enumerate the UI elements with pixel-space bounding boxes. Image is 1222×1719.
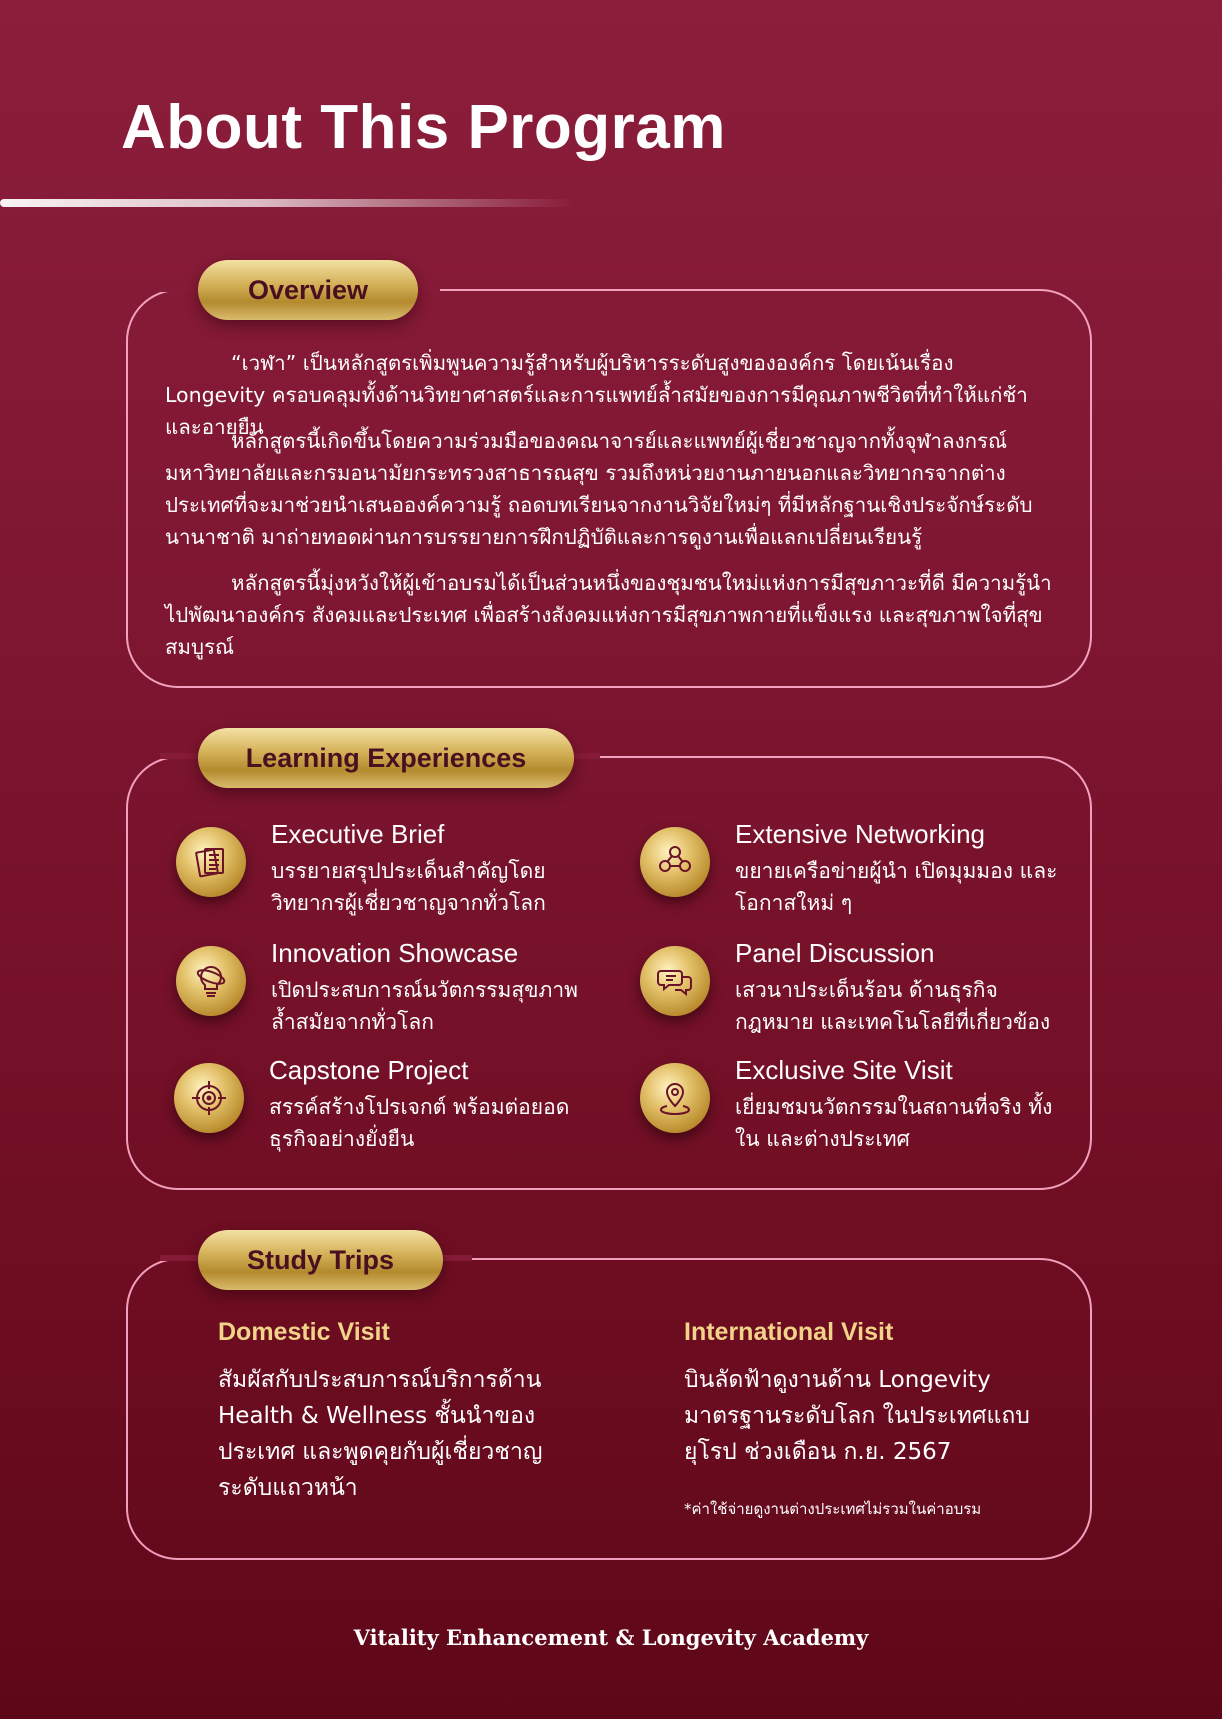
location-pin-icon [640,1063,710,1133]
learning-item-title: Extensive Networking [735,819,985,849]
learning-experiences-heading: Learning Experiences [198,728,574,788]
domestic-visit-desc: สัมผัสกับประสบการณ์บริการด้าน Health & Wellness ชั้นนำของประเทศ และพูดคุยกับผู้เชี่ยวชาญระดับแถวหน้า [218,1367,543,1501]
learning-item-title: Panel Discussion [735,938,935,968]
learning-item-desc: เสวนาประเด็นร้อน ด้านธุรกิจ กฎหมาย และเทคโนโลยีที่เกี่ยวข้อง [735,978,1051,1034]
learning-item-title: Exclusive Site Visit [735,1055,953,1085]
documents-icon [176,827,246,897]
learning-item-desc: บรรยายสรุปประเด็นสำคัญโดยวิทยากรผู้เชี่ยวชาญจากทั่วโลก [271,859,546,915]
lightbulb-icon [176,946,246,1016]
learning-item-desc: เปิดประสบการณ์นวัตกรรมสุขภาพล้ำสมัยจากทั่วโลก [271,978,579,1034]
overview-paragraph-1: “เวฬา” เป็นหลักสูตรเพิ่มพูนความรู้สำหรับผู้บริหารระดับสูงขององค์กร โดยเน้นเรื่อง Longevity ครอบคลุมทั้งด้านวิทยาศาสตร์และการแพทย์ล้ำสมัยของการมีคุณภาพชีวิตที่ทำให้แก่ช้าและอายุยืน [165,351,1028,439]
title-underline [0,199,575,207]
international-visit-heading: International Visit [684,1318,894,1346]
international-visit-note: *ค่าใช้จ่ายดูงานต่างประเทศไม่รวมในค่าอบรม [684,1500,982,1518]
overview-paragraph-2: หลักสูตรนี้เกิดขึ้นโดยความร่วมมือของคณาจารย์และแพทย์ผู้เชี่ยวชาญจากทั้งจุฬาลงกรณ์มหาวิทยาลัยและกรมอนามัยกระทรวงสาธารณสุข รวมถึงหน่วยงานภายนอกและวิทยากรจากต่างประเทศที่จะมาช่วยนำเสนอองค์ความรู้ ถอดบทเรียนจากงานวิจัยใหม่ๆ ที่มีหลักฐานเชิงประจักษ์ระดับนานาชาติ มาถ่ายทอดผ่านการบรรยายการฝึกปฏิบัติและการดูงานเพื่อแลกเปลี่ยนเรียนรู้ [165,429,1033,549]
target-icon [174,1063,244,1133]
overview-heading: Overview [198,260,418,320]
page-title: About This Program [121,93,726,162]
footer-academy-name: Vitality Enhancement & Longevity Academy [353,1625,869,1650]
learning-item-title: Executive Brief [271,819,445,849]
learning-item-title: Capstone Project [269,1055,469,1085]
learning-item-desc: ขยายเครือข่ายผู้นำ เปิดมุมมอง และโอกาสใหม่ ๆ [735,859,1058,915]
learning-item-desc: สรรค์สร้างโปรเจกต์ พร้อมต่อยอดธุรกิจอย่างยั่งยืน [269,1095,570,1151]
learning-item-desc: เยี่ยมชมนวัตกรรมในสถานที่จริง ทั้งใน และต่างประเทศ [735,1095,1053,1151]
study-trips-heading: Study Trips [198,1230,443,1290]
overview-paragraph-3: หลักสูตรนี้มุ่งหวังให้ผู้เข้าอบรมได้เป็นส่วนหนึ่งของชุมชนใหม่แห่งการมีสุขภาวะที่ดี มีความรู้นำไปพัฒนาองค์กร สังคมและประเทศ เพื่อสร้างสังคมแห่งการมีสุขภาพกายที่แข็งแรง และสุขภาพใจที่สุขสมบูรณ์ [165,571,1052,659]
network-icon [640,827,710,897]
chat-bubbles-icon [640,946,710,1016]
international-visit-desc: บินลัดฟ้าดูงานด้าน Longevity มาตรฐานระดับโลก ในประเทศแถบยุโรป ช่วงเดือน ก.ย. 2567 [684,1367,1030,1465]
learning-item-title: Innovation Showcase [271,938,519,968]
domestic-visit-heading: Domestic Visit [218,1318,390,1346]
